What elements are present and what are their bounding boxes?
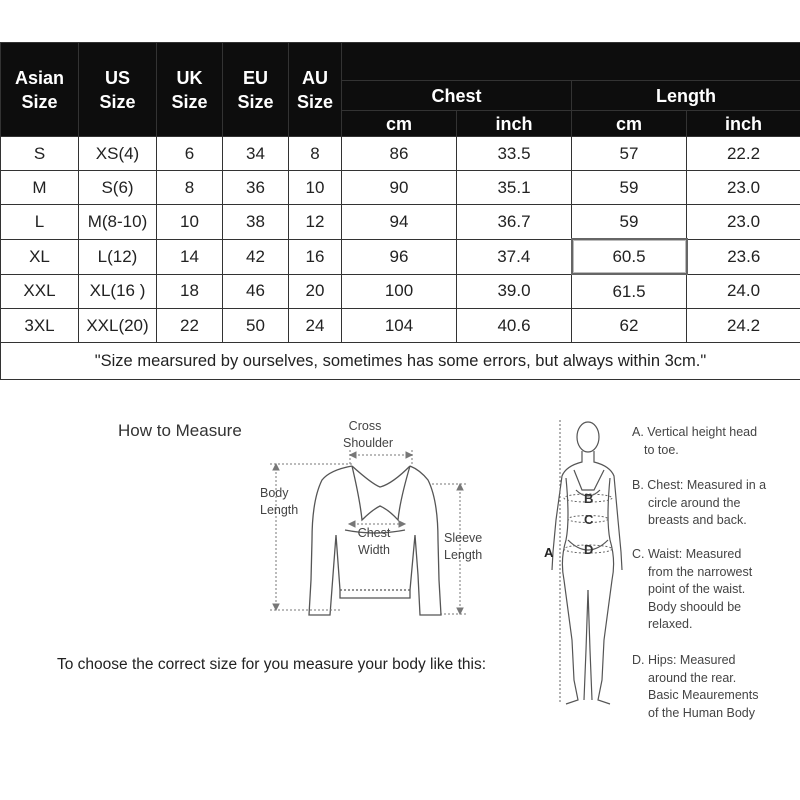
header-length-cm: cm xyxy=(572,111,687,137)
table-cell: 23.0 xyxy=(687,171,800,205)
table-cell: 14 xyxy=(157,239,223,274)
table-cell: 23.6 xyxy=(687,239,800,274)
table-cell: 37.4 xyxy=(457,239,572,274)
table-cell: 42 xyxy=(223,239,289,274)
header-chest-cm: cm xyxy=(342,111,457,137)
table-cell: 22.2 xyxy=(687,137,800,171)
header-eu-size: EU Size xyxy=(223,43,289,137)
table-cell: XS(4) xyxy=(79,137,157,171)
table-cell: 96 xyxy=(342,239,457,274)
table-cell: 104 xyxy=(342,309,457,343)
header-chest: Chest xyxy=(342,81,572,111)
table-cell: 34 xyxy=(223,137,289,171)
table-cell: 12 xyxy=(289,205,342,240)
table-cell: M xyxy=(1,171,79,205)
table-cell: 6 xyxy=(157,137,223,171)
table-cell: 16 xyxy=(289,239,342,274)
legend-d: D. Hips: Measured around the rear. Basic Meaurements of the Human Body xyxy=(632,653,759,720)
table-cell: XL(16 ) xyxy=(79,274,157,309)
table-cell: 57 xyxy=(572,137,687,171)
table-cell: 46 xyxy=(223,274,289,309)
table-cell: 94 xyxy=(342,205,457,240)
cross-shoulder-label: Cross Shoulder xyxy=(343,419,394,450)
table-cell: S(6) xyxy=(79,171,157,205)
table-cell: 33.5 xyxy=(457,137,572,171)
table-cell: XL xyxy=(1,239,79,274)
table-cell: 59 xyxy=(572,171,687,205)
table-cell: 38 xyxy=(223,205,289,240)
table-cell: S xyxy=(1,137,79,171)
header-length: Length xyxy=(572,81,800,111)
table-cell: 20 xyxy=(289,274,342,309)
table-cell: 40.6 xyxy=(457,309,572,343)
table-cell: 8 xyxy=(157,171,223,205)
table-cell: 36.7 xyxy=(457,205,572,240)
table-cell: 60.5 xyxy=(572,239,687,274)
table-cell: 100 xyxy=(342,274,457,309)
table-cell: 3XL xyxy=(1,309,79,343)
legend-c: C. Waist: Measured from the narrowest point of the waist. Body shoould be relaxed. xyxy=(632,547,753,631)
sleeve-length-label: Sleeve Length xyxy=(444,531,483,562)
body-length-label: Body Length xyxy=(260,486,299,517)
table-cell: L(12) xyxy=(79,239,157,274)
table-cell: 50 xyxy=(223,309,289,343)
body-figure xyxy=(552,422,622,704)
chest-width-label: Chest Width xyxy=(357,526,391,557)
table-cell: 24.0 xyxy=(687,274,800,309)
table-cell: 24 xyxy=(289,309,342,343)
measure-instruction: To choose the correct size for you measure your body like this: xyxy=(57,656,487,673)
header-length-inch: inch xyxy=(687,111,800,137)
table-cell: 59 xyxy=(572,205,687,240)
legend-a: A. Vertical height head to toe. xyxy=(632,425,758,457)
table-cell: M(8-10) xyxy=(79,205,157,240)
header-asian-size: Asian Size xyxy=(1,43,79,137)
table-cell: 35.1 xyxy=(457,171,572,205)
table-cell: 61.5 xyxy=(572,274,687,309)
table-cell: 18 xyxy=(157,274,223,309)
table-cell: XXL xyxy=(1,274,79,309)
letter-c: C xyxy=(584,512,594,527)
header-au-size: AU Size xyxy=(289,43,342,137)
table-cell: L xyxy=(1,205,79,240)
header-uk-size: UK Size xyxy=(157,43,223,137)
letter-a: A xyxy=(544,545,554,560)
table-cell: 62 xyxy=(572,309,687,343)
table-cell: 22 xyxy=(157,309,223,343)
table-cell: 10 xyxy=(289,171,342,205)
table-cell: 24.2 xyxy=(687,309,800,343)
table-cell: 90 xyxy=(342,171,457,205)
legend-b: B. Chest: Measured in a circle around the breasts and back. xyxy=(632,478,767,527)
table-cell: 10 xyxy=(157,205,223,240)
measurement-note: "Size mearsured by ourselves, sometimes has some errors, but always within 3cm." xyxy=(1,343,800,380)
how-to-measure-title: How to Measure xyxy=(118,421,242,440)
table-cell: 23.0 xyxy=(687,205,800,240)
table-cell: 8 xyxy=(289,137,342,171)
letter-b: B xyxy=(584,491,594,506)
table-cell: 39.0 xyxy=(457,274,572,309)
letter-d: D xyxy=(584,542,594,557)
header-chest-inch: inch xyxy=(457,111,572,137)
table-cell: XXL(20) xyxy=(79,309,157,343)
table-cell: 86 xyxy=(342,137,457,171)
header-us-size: US Size xyxy=(79,43,157,137)
table-cell: 36 xyxy=(223,171,289,205)
